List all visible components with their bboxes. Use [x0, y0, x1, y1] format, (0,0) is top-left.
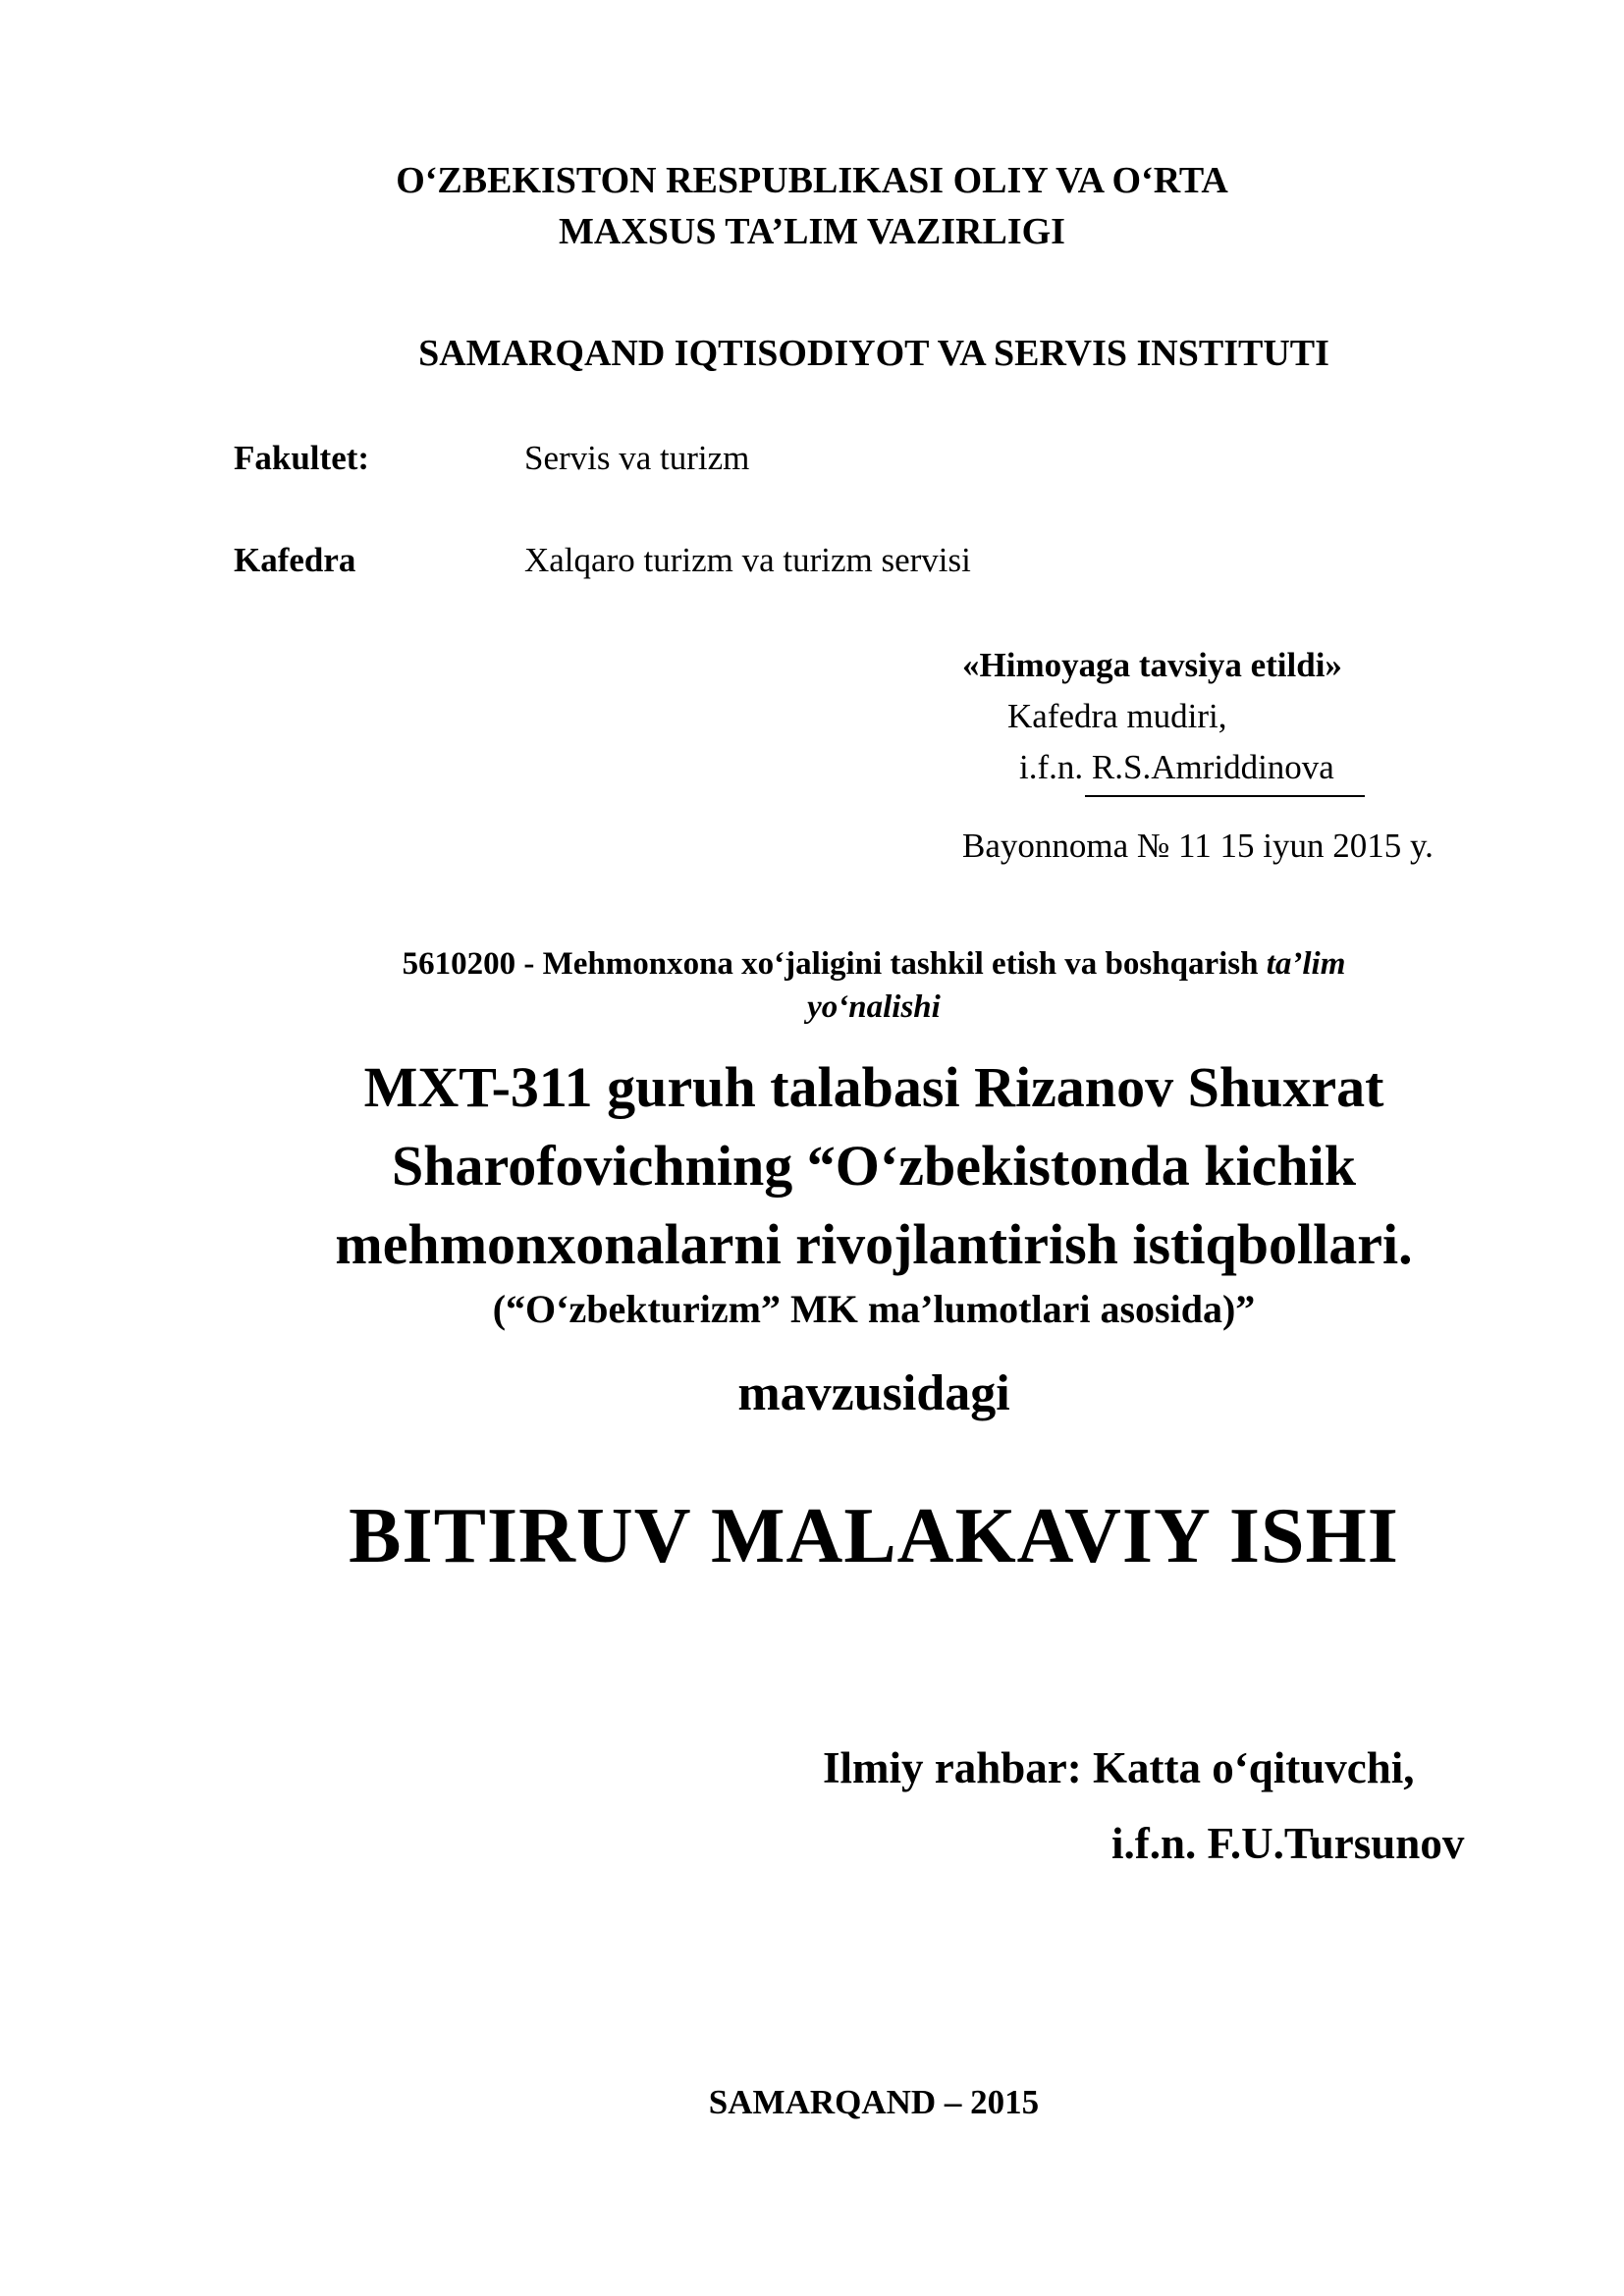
advisor-line-2: i.f.n. F.U.Tursunov [1111, 1819, 1465, 1868]
topic-line-3: mehmonxonalarni rivojlantirish istiqbollari. [335, 1212, 1413, 1276]
work-type-title: BITIRUV MALAKAVIY ISHI [349, 1493, 1399, 1579]
department-label: Kafedra [234, 541, 356, 579]
topic-suffix: mavzusidagi [737, 1365, 1010, 1421]
topic-title [0, 1048, 1624, 1284]
specialty-italic-1: ta’lim [1266, 946, 1346, 982]
department-value: Xalqaro turizm va turizm servisi [524, 541, 971, 579]
specialty-italic-2: yo‘nalishi [807, 989, 941, 1025]
topic-line-2: Sharofovichning “O‘zbekistonda kichik [392, 1134, 1356, 1198]
ministry-heading [0, 155, 1624, 257]
ministry-line-2: MAXSUS TA’LIM VAZIRLIGI [559, 211, 1065, 252]
topic-line-1: MXT-311 guruh talabasi Rizanov Shuxrat [363, 1055, 1384, 1119]
specialty-line-1 [0, 942, 1624, 986]
advisor-line-1: Ilmiy rahbar: Katta o‘qituvchi, [823, 1743, 1415, 1792]
signature-line [1085, 795, 1365, 797]
ministry-line-1: O‘ZBEKISTON RESPUBLIKASI OLIY VA O‘RTA [396, 160, 1228, 201]
approval-role: Kafedra mudiri, [1007, 697, 1227, 735]
faculty-value: Servis va turizm [524, 439, 750, 477]
specialty-block [0, 942, 1624, 1029]
institute-name: SAMARQAND IQTISODIYOT VA SERVIS INSTITUTI [418, 333, 1329, 374]
faculty-label: Fakultet: [234, 439, 370, 477]
topic-subtitle: (“O‘zbekturizm” MK ma’lumotlari asosida)” [492, 1287, 1256, 1331]
approval-title: «Himoyaga tavsiya etildi» [962, 646, 1342, 684]
approval-block [962, 640, 1434, 872]
footer-city-year: SAMARQAND – 2015 [708, 2083, 1040, 2121]
approval-protocol: Bayonnoma № 11 15 iyun 2015 y. [962, 827, 1434, 865]
specialty-code-text: 5610200 - Mehmonxona xo‘jaligini tashkil etish va boshqarish [402, 946, 1259, 982]
approval-name: i.f.n. R.S.Amriddinova [1019, 748, 1334, 786]
